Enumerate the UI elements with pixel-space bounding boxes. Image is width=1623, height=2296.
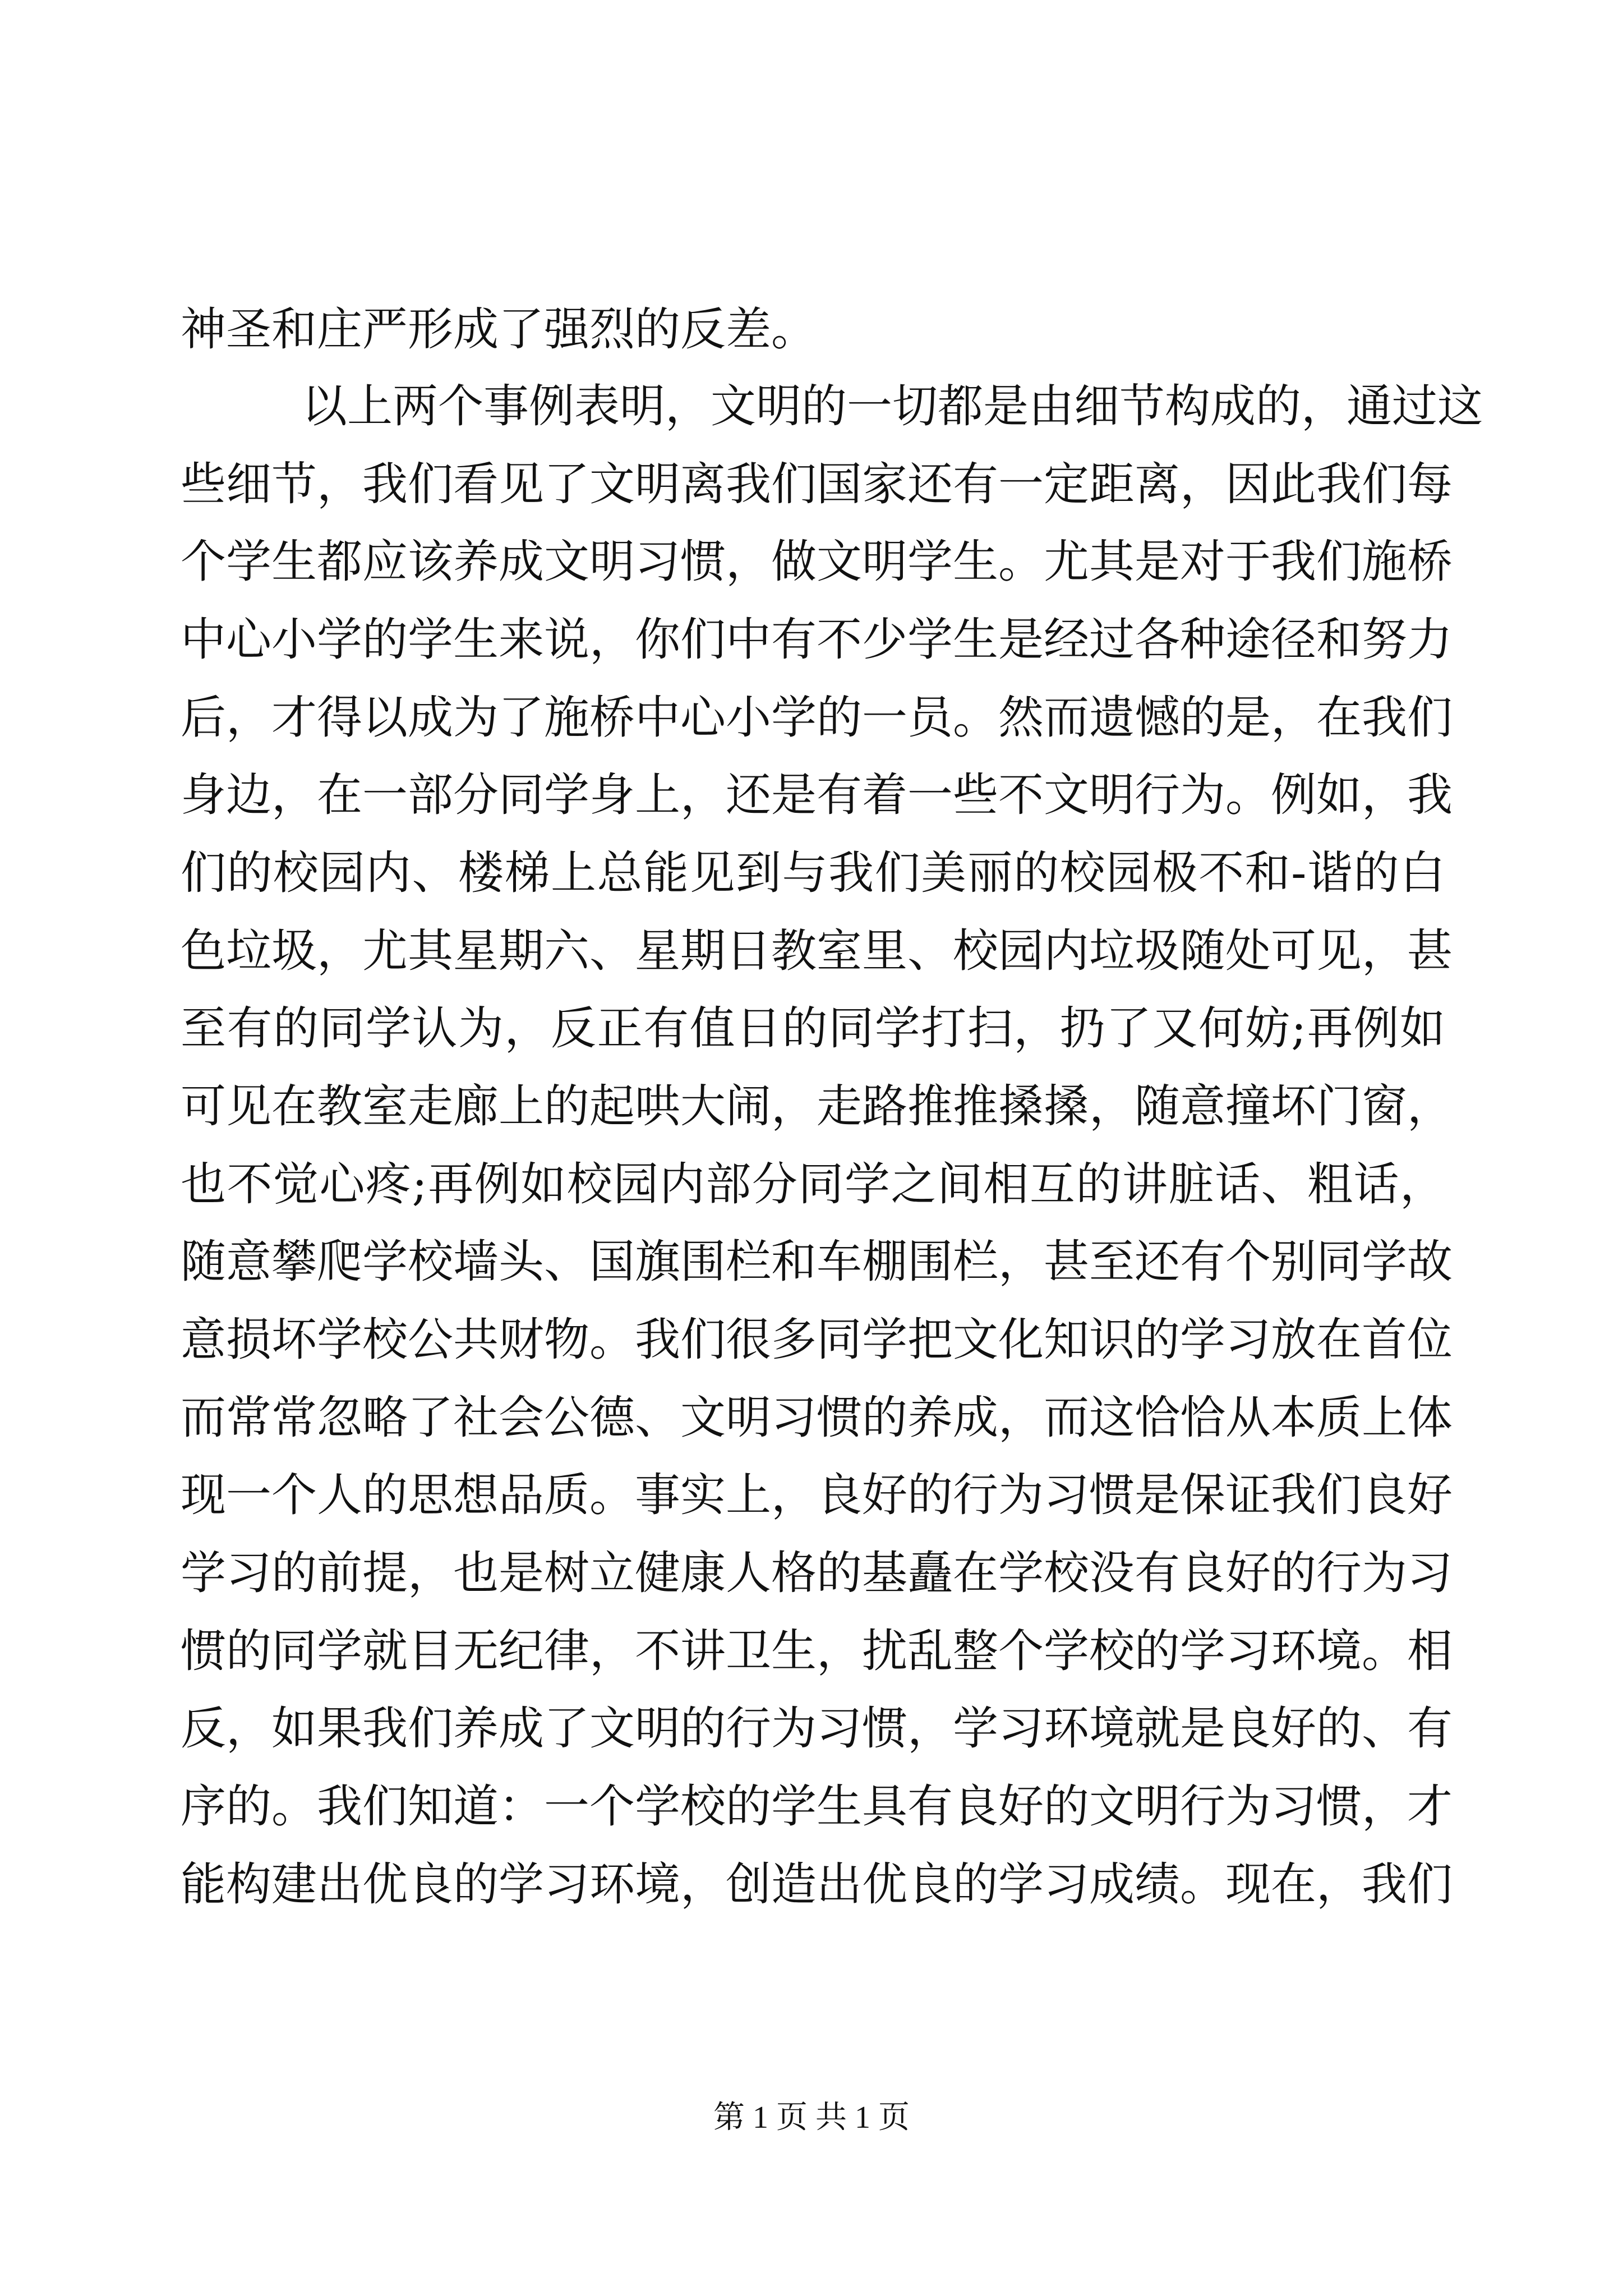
- text-line: 个学生都应该养成文明习惯，做文明学生。尤其是对于我们施桥: [181, 536, 1453, 588]
- text-line: 后，才得以成为了施桥中心小学的一员。然而遗憾的是，在我们: [181, 692, 1453, 744]
- paragraph-first-line: 以上两个事例表明，文明的一切都是由细节构成的，通过这: [302, 380, 1483, 433]
- text-line: 能构建出优良的学习环境，创造出优良的学习成绩。现在，我们: [181, 1858, 1453, 1911]
- text-line: 而常常忽略了社会公德、文明习惯的养成，而这恰恰从本质上体: [181, 1392, 1453, 1444]
- text-line: 身边，在一部分同学身上，还是有着一些不文明行为。例如，我: [181, 769, 1453, 822]
- text-line: 意损坏学校公共财物。我们很多同学把文化知识的学习放在首位: [181, 1314, 1453, 1366]
- text-line: 惯的同学就目无纪律，不讲卫生，扰乱整个学校的学习环境。相: [181, 1625, 1453, 1678]
- text-line: 中心小学的学生来说，你们中有不少学生是经过各种途径和努力: [181, 614, 1453, 666]
- text-line: 至有的同学认为，反正有值日的同学打扫，扔了又何妨;再例如: [181, 1002, 1445, 1055]
- page-footer: 第 1 页 共 1 页: [713, 2100, 910, 2135]
- text-line: 序的。我们知道：一个学校的学生具有良好的文明行为习惯，才: [181, 1780, 1453, 1833]
- text-line: 可见在教室走廊上的起哄大闹，走路推推搡搡，随意撞坏门窗，: [181, 1080, 1453, 1133]
- text-line: 色垃圾，尤其星期六、星期日教室里、校园内垃圾随处可见，甚: [181, 925, 1453, 978]
- text-line: 神圣和庄严形成了强烈的反差。: [181, 303, 817, 356]
- text-line: 随意攀爬学校墙头、国旗围栏和车棚围栏，甚至还有个别同学故: [181, 1236, 1453, 1289]
- text-line: 反，如果我们养成了文明的行为习惯，学习环境就是良好的、有: [181, 1703, 1453, 1755]
- text-line: 些细节，我们看见了文明离我们国家还有一定距离，因此我们每: [181, 458, 1453, 511]
- text-line: 现一个人的思想品质。事实上，良好的行为习惯是保证我们良好: [181, 1469, 1453, 1522]
- text-line: 学习的前提，也是树立健康人格的基矗在学校没有良好的行为习: [181, 1547, 1453, 1600]
- text-line: 们的校园内、楼梯上总能见到与我们美丽的校园极不和-谐的白: [181, 847, 1445, 900]
- text-line: 也不觉心疼;再例如校园内部分同学之间相互的讲脏话、粗话，: [181, 1158, 1445, 1211]
